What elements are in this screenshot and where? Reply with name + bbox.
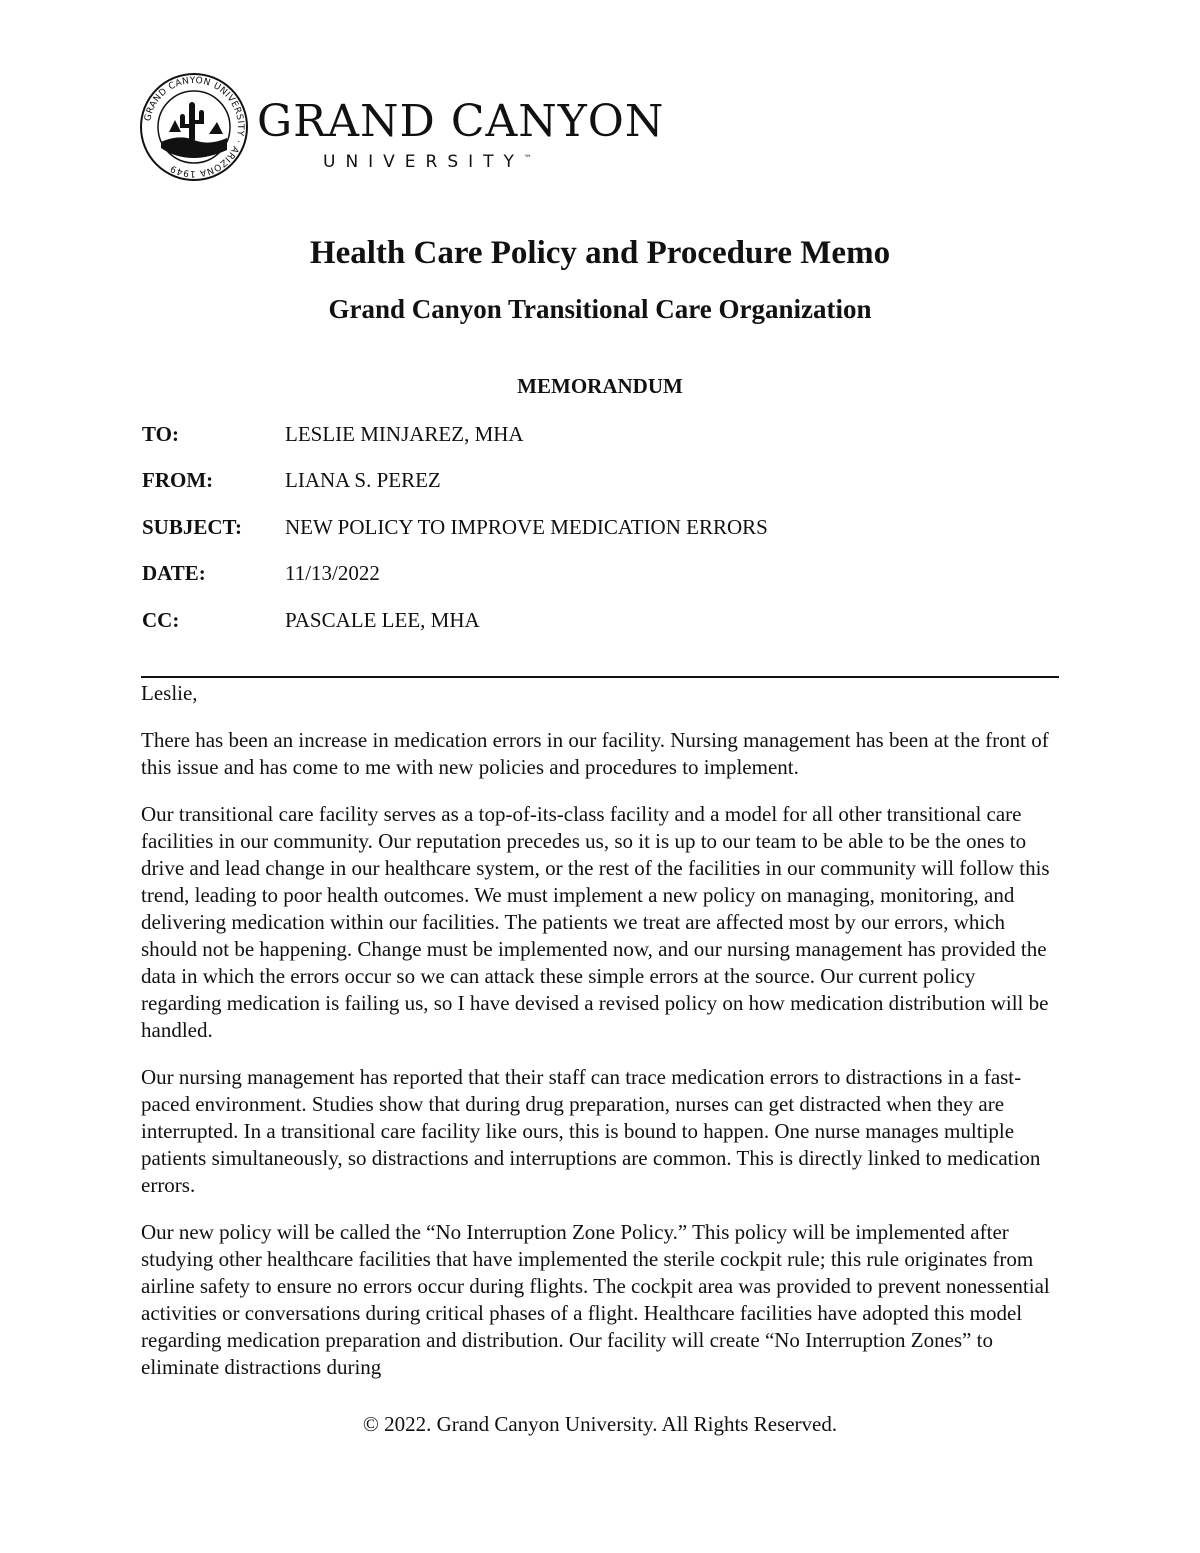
logo-wordmark-university: UNIVERSITY bbox=[323, 152, 524, 172]
logo-wordmark-line1: GRAND CANYON bbox=[257, 96, 665, 147]
date-label: DATE: bbox=[142, 561, 206, 585]
memo-title: Health Care Policy and Procedure Memo bbox=[309, 235, 891, 271]
body-paragraph-4: Our new policy will be called the “No Interruption Zone Policy.” This policy will be implemented after studying other healthcare facilities that have implemented the sterile cockpit rule; this rule originates from airline safety to ensure no errors occur during flights. The cockpit area was provided to prevent nonessential activities or conversations during critical phases of a flight. Healthcare facilities have adopted this model regarding medication preparation and distribution. Our facility will create “No Interruption Zones” to eliminate distractions during bbox=[141, 1220, 1050, 1379]
to-label: TO: bbox=[142, 422, 179, 446]
body-paragraph-3: Our nursing management has reported that their staff can trace medication errors to distractions in a fast-paced environment. Studies show that during drug preparation, nurses can get distracted when they are interrupted. In a transitional care facility like ours, this is bound to happen. One nurse manages multiple patients simultaneously, so distractions and interruptions are common. This is directly linked to medication errors. bbox=[141, 1065, 1041, 1197]
subject-label: SUBJECT: bbox=[142, 515, 242, 539]
date-value: 11/13/2022 bbox=[285, 561, 380, 585]
to-value: LESLIE MINJAREZ, MHA bbox=[285, 422, 524, 446]
body-paragraph-1: There has been an increase in medication errors in our facility. Nursing management has been at the front of this issue and has come to me with new policies and procedures to implement. bbox=[141, 728, 1049, 779]
copyright-footer: © 2022. Grand Canyon University. All Rights Reserved. bbox=[362, 1412, 838, 1436]
memo-body bbox=[141, 680, 1061, 1401]
from-value: LIANA S. PEREZ bbox=[285, 468, 441, 492]
trademark-symbol: ™ bbox=[523, 153, 532, 163]
cc-label: CC: bbox=[142, 608, 180, 632]
cc-value: PASCALE LEE, MHA bbox=[285, 608, 480, 632]
memo-subtitle: Grand Canyon Transitional Care Organization bbox=[328, 294, 872, 324]
from-label: FROM: bbox=[142, 468, 214, 492]
subject-value: NEW POLICY TO IMPROVE MEDICATION ERRORS bbox=[285, 515, 768, 539]
logo-wordmark-line2 bbox=[323, 154, 532, 171]
greeting: Leslie, bbox=[141, 681, 198, 705]
university-seal-icon bbox=[139, 72, 249, 182]
body-paragraph-2: Our transitional care facility serves as a top-of-its-class facility and a model for all other transitional care facilities in our community. Our reputation precedes us, so it is up to our team to be able to be the ones to drive and lead change in our healthcare system, or the rest of the facilities in our community will follow this trend, leading to poor health outcomes. We must implement a new policy on managing, monitoring, and delivering medication within our facilities. The patients we treat are affected most by our errors, which should not be happening. Change must be implemented now, and our nursing management has provided the data in which the errors occur so we can attack these simple errors at the source. Our current policy regarding medication is failing us, so I have devised a revised policy on how medication distribution will be handled. bbox=[141, 802, 1050, 1042]
seal-text: GRAND CANYON UNIVERSITY · ARIZONA 1949 bbox=[143, 75, 246, 179]
header-divider bbox=[141, 676, 1059, 678]
university-logo bbox=[139, 72, 665, 182]
memorandum-label: MEMORANDUM bbox=[517, 374, 683, 398]
